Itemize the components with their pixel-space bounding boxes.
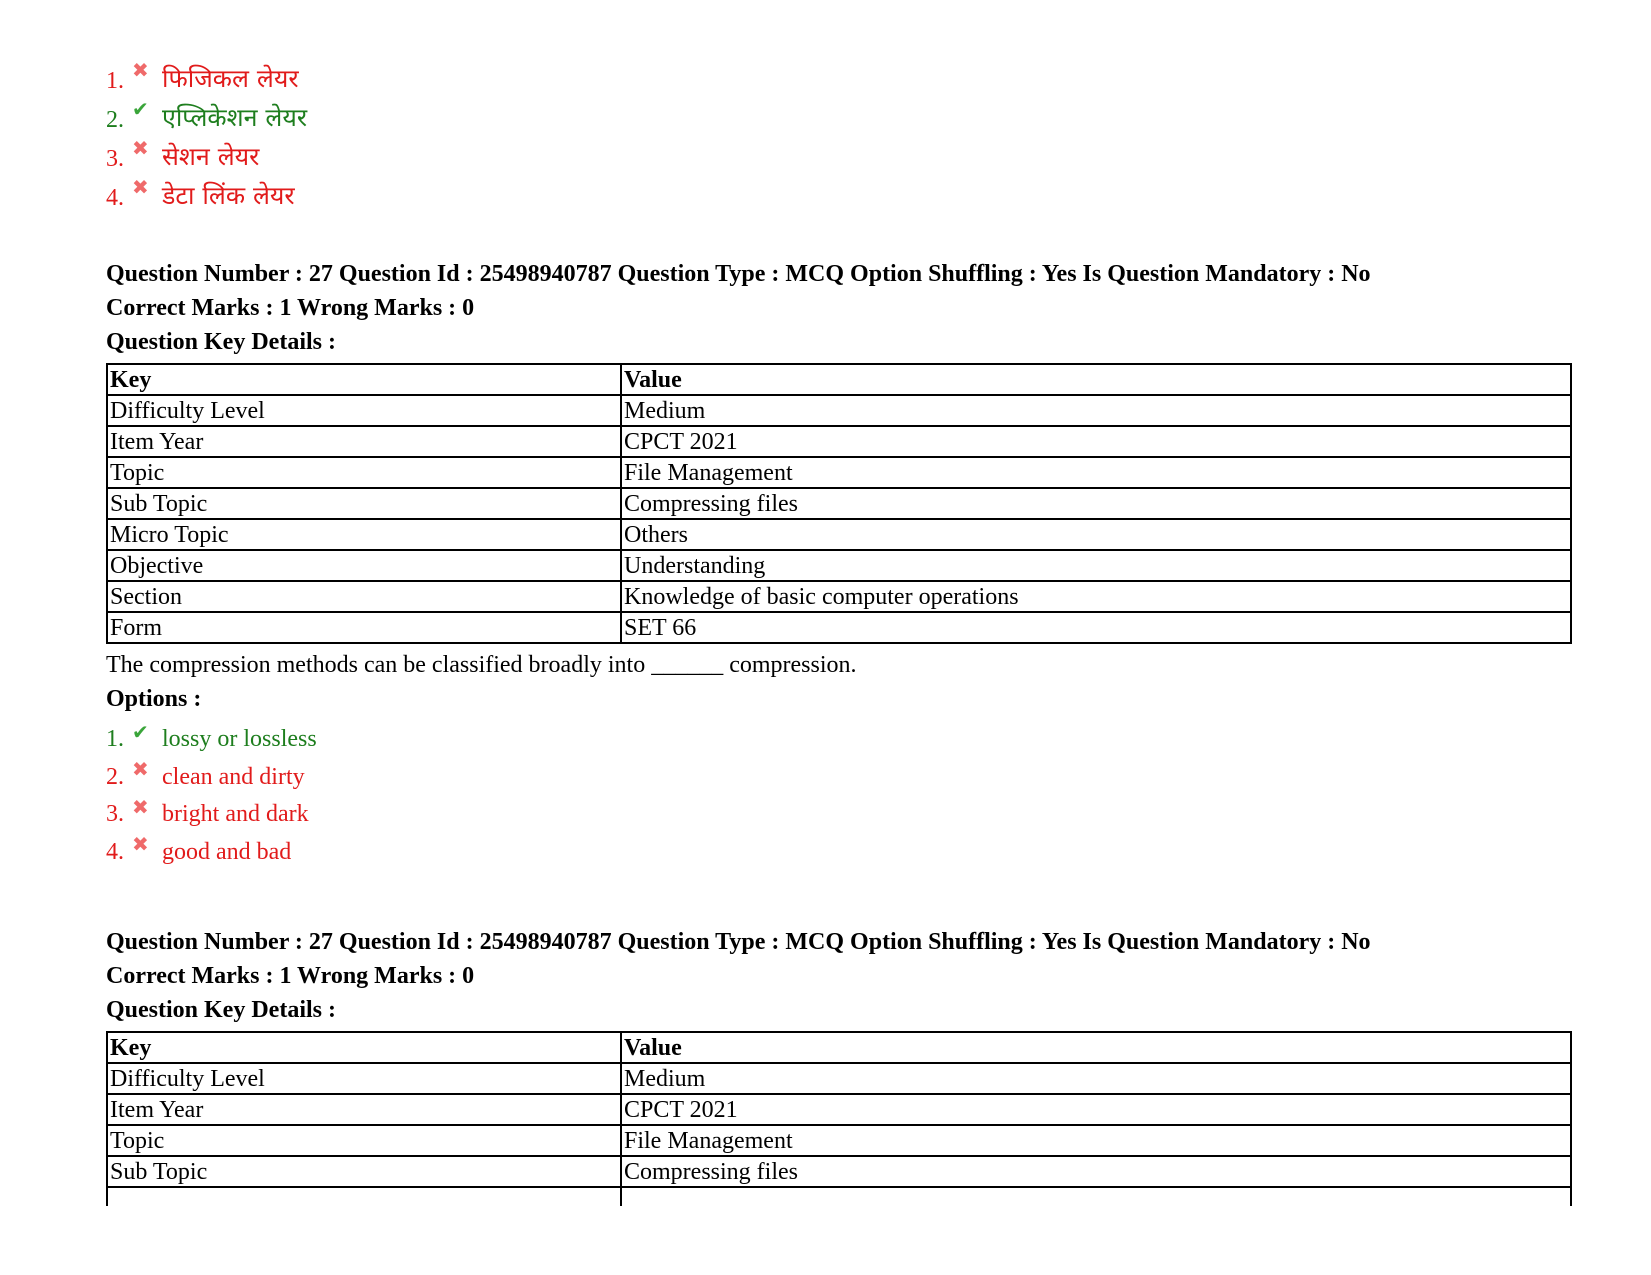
option-number: 2.: [106, 763, 124, 790]
option-number: 4.: [106, 185, 124, 211]
option-number: 3.: [106, 146, 124, 172]
row-key: Form: [107, 612, 621, 643]
option-number: 1.: [106, 68, 124, 94]
table-row-truncated: [107, 1187, 1571, 1206]
check-icon: ✔: [132, 96, 149, 121]
option-item: [106, 796, 1576, 834]
row-value: Knowledge of basic computer operations: [621, 581, 1571, 612]
option-item: [106, 834, 1576, 872]
option-item: [106, 175, 307, 214]
table-header-key: Key: [107, 364, 621, 395]
row-key: Difficulty Level: [107, 395, 621, 426]
options-label: Options :: [106, 686, 202, 712]
option-item: [106, 721, 1576, 759]
key-details-label: Question Key Details :: [106, 997, 336, 1023]
option-text: डेटा लिंक लेयर: [162, 180, 295, 210]
row-key: Sub Topic: [107, 1156, 621, 1187]
row-key: Item Year: [107, 1094, 621, 1125]
table-row: [107, 1125, 1571, 1156]
table-row: [107, 395, 1571, 426]
check-icon: ✔: [132, 719, 149, 744]
cross-icon: ✖: [132, 757, 149, 782]
option-text: एप्लिकेशन लेयर: [162, 102, 308, 132]
row-value: [621, 1187, 1571, 1206]
option-text: फिजिकल लेयर: [162, 63, 299, 93]
option-text: clean and dirty: [162, 763, 305, 790]
option-list: [106, 721, 1576, 871]
row-key: Objective: [107, 550, 621, 581]
question-block: [106, 925, 1576, 1206]
table-row: [107, 426, 1571, 457]
option-item: [106, 759, 1576, 797]
row-value: Understanding: [621, 550, 1571, 581]
key-details-label: Question Key Details :: [106, 329, 336, 355]
row-value: Others: [621, 519, 1571, 550]
key-details-table: [106, 1031, 1572, 1206]
option-number: 2.: [106, 107, 124, 133]
option-number: 4.: [106, 838, 124, 865]
question-header: Question Number : 27 Question Id : 25498940787 Question Type : MCQ Option Shuffling : Yes Is Question Mandatory : No: [106, 929, 1371, 955]
table-row: [107, 1063, 1571, 1094]
table-row: [107, 457, 1571, 488]
table-row: [107, 519, 1571, 550]
table-row: [107, 550, 1571, 581]
table-header-row: [107, 364, 1571, 395]
cross-icon: ✖: [132, 794, 149, 819]
previous-question-options: [106, 58, 307, 214]
row-value: Compressing files: [621, 1156, 1571, 1187]
row-value: SET 66: [621, 612, 1571, 643]
table-header-key: Key: [107, 1032, 621, 1063]
marks-line: Correct Marks : 1 Wrong Marks : 0: [106, 295, 475, 321]
option-item: [106, 58, 307, 97]
row-value: Medium: [621, 395, 1571, 426]
table-row: [107, 488, 1571, 519]
row-key: Micro Topic: [107, 519, 621, 550]
row-value: CPCT 2021: [621, 426, 1571, 457]
table-header-row: [107, 1032, 1571, 1063]
row-value: File Management: [621, 457, 1571, 488]
option-text: bright and dark: [162, 801, 309, 828]
row-key: Section: [107, 581, 621, 612]
table-row: [107, 1094, 1571, 1125]
option-item: [106, 136, 307, 175]
marks-line: Correct Marks : 1 Wrong Marks : 0: [106, 963, 475, 989]
table-row: [107, 1156, 1571, 1187]
question-header: Question Number : 27 Question Id : 25498940787 Question Type : MCQ Option Shuffling : Yes Is Question Mandatory : No: [106, 261, 1371, 287]
row-key: Item Year: [107, 426, 621, 457]
question-block: [106, 257, 1576, 871]
cross-icon: ✖: [132, 135, 149, 160]
option-text: lossy or lossless: [162, 726, 317, 753]
row-value: CPCT 2021: [621, 1094, 1571, 1125]
option-list: [106, 58, 307, 214]
row-key: Sub Topic: [107, 488, 621, 519]
row-value: File Management: [621, 1125, 1571, 1156]
cross-icon: ✖: [132, 832, 149, 857]
row-key: [107, 1187, 621, 1206]
option-item: [106, 97, 307, 136]
option-number: 1.: [106, 726, 124, 753]
row-value: Medium: [621, 1063, 1571, 1094]
key-details-table: [106, 363, 1572, 644]
cross-icon: ✖: [132, 57, 149, 82]
table-row: [107, 612, 1571, 643]
option-text: सेशन लेयर: [162, 141, 260, 171]
table-header-value: Value: [621, 1032, 1571, 1063]
option-text: good and bad: [162, 838, 292, 865]
row-key: Topic: [107, 1125, 621, 1156]
table-row: [107, 581, 1571, 612]
cross-icon: ✖: [132, 174, 149, 199]
row-key: Difficulty Level: [107, 1063, 621, 1094]
option-number: 3.: [106, 801, 124, 828]
row-value: Compressing files: [621, 488, 1571, 519]
question-text: The compression methods can be classified broadly into ______ compression.: [106, 652, 857, 678]
row-key: Topic: [107, 457, 621, 488]
table-header-value: Value: [621, 364, 1571, 395]
